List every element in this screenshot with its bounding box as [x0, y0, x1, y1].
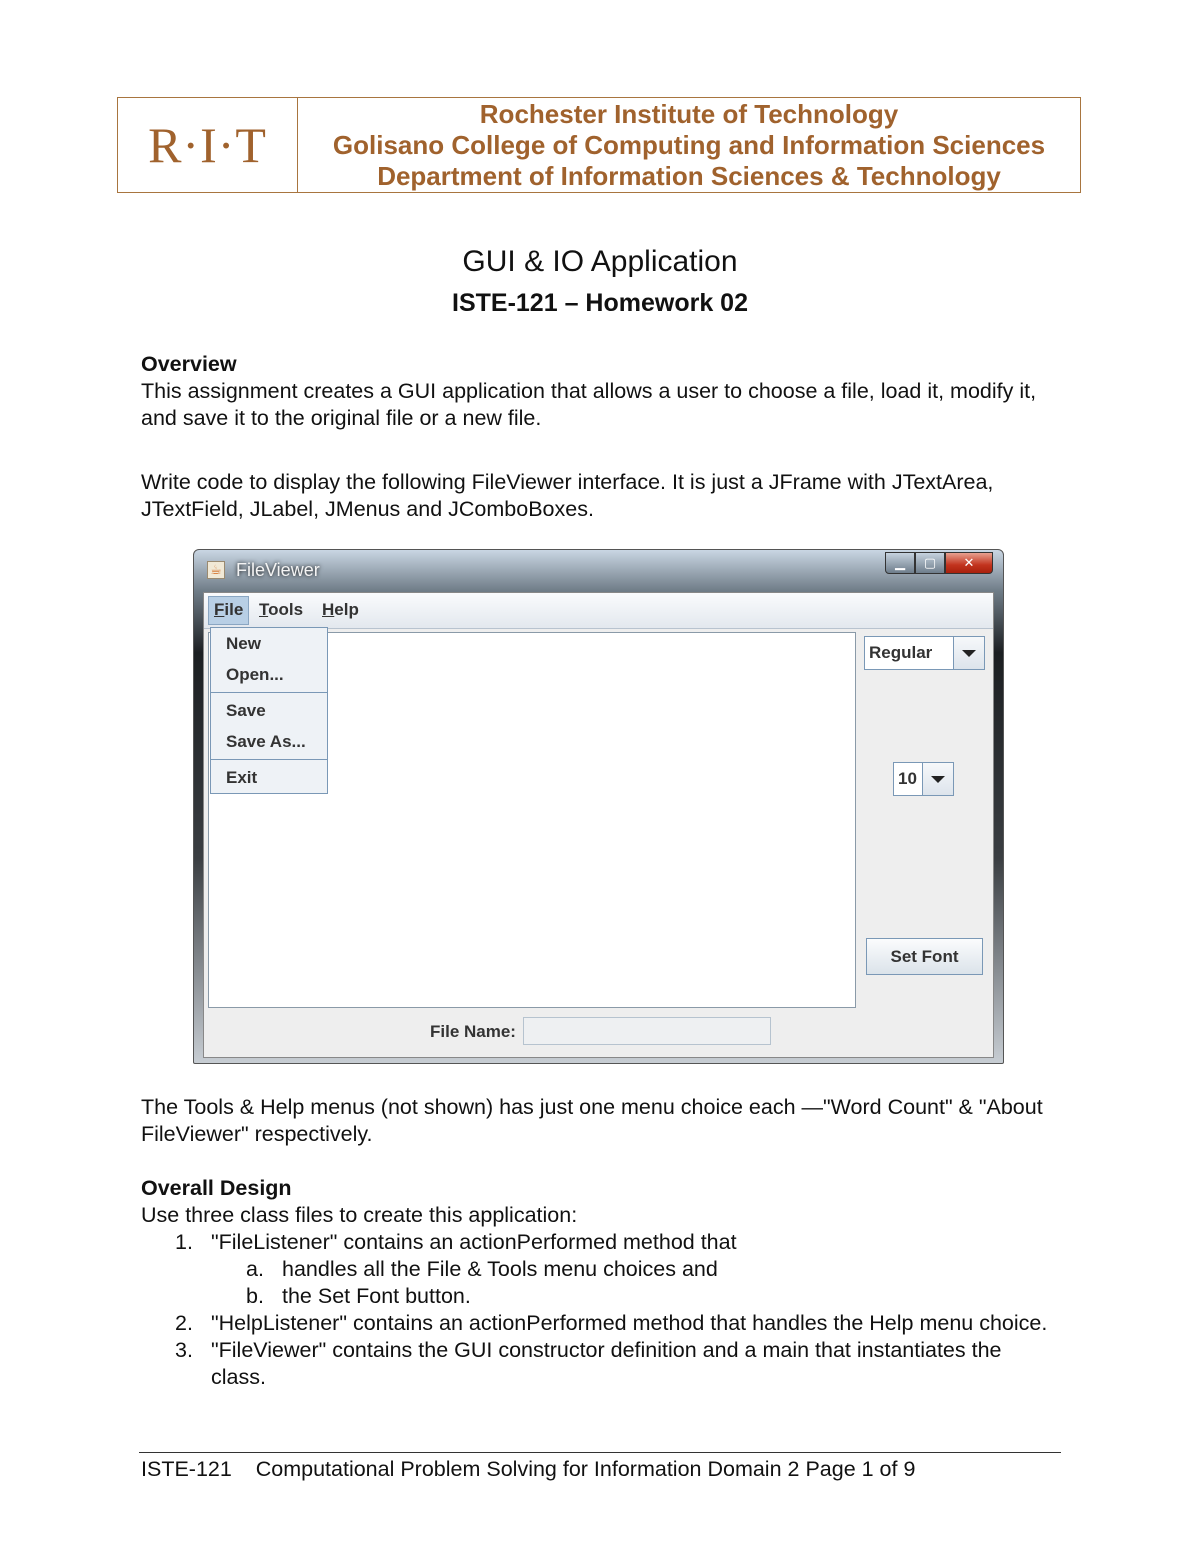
menu-item-exit[interactable]: Exit [226, 768, 258, 787]
header-box [117, 97, 1081, 193]
interface-paragraph: Write code to display the following FileViewer interface. It is just a JFrame with JTextArea, JTextField, JLabel, JMenus and JComboBoxes. [141, 470, 994, 521]
font-style-combo[interactable] [864, 636, 985, 670]
maximize-icon[interactable]: ▢ [915, 552, 945, 574]
list-item [141, 1310, 1061, 1337]
document-title: GUI & IO Application [462, 245, 738, 278]
menu-help[interactable] [317, 599, 364, 621]
list-item [141, 1337, 1061, 1391]
design-list [141, 1229, 1061, 1391]
chevron-down-icon[interactable] [922, 763, 953, 795]
page-footer [141, 1457, 915, 1482]
list-text: "FileListener" contains an actionPerformed method that [211, 1230, 737, 1254]
menus-note-paragraph: The Tools & Help menus (not shown) has just one menu choice each —"Word Count" & "About FileViewer" respectively. [141, 1095, 1043, 1146]
footer-rule [139, 1452, 1061, 1453]
font-style-value: Regular [869, 643, 933, 662]
file-name-label: File Name: [430, 1022, 516, 1041]
design-heading: Overall Design [141, 1176, 292, 1200]
list-number: 2. [175, 1311, 193, 1335]
list-text: "HelpListener" contains an actionPerformed method that handles the Help menu choice. [211, 1311, 1048, 1335]
design-intro: Use three class files to create this application: [141, 1203, 578, 1227]
menu-bar [204, 593, 993, 629]
close-icon[interactable]: ✕ [945, 552, 993, 574]
list-number: 3. [175, 1338, 193, 1362]
minimize-icon[interactable]: ▁ [885, 552, 915, 574]
list-text: the Set Font button. [282, 1284, 471, 1308]
menu-tools-rest: ools [268, 600, 304, 619]
window-client-area [203, 592, 994, 1058]
list-number: a. [246, 1257, 264, 1281]
document-subtitle: ISTE-121 – Homework 02 [452, 289, 748, 317]
overview-heading: Overview [141, 352, 237, 376]
list-item [141, 1229, 1061, 1256]
window-titlebar [194, 550, 1003, 590]
menu-separator [211, 692, 327, 693]
menu-file[interactable] [208, 596, 249, 625]
menu-tools[interactable] [254, 599, 308, 621]
rit-logo: R·I·T [118, 98, 298, 192]
menu-item-open[interactable]: Open... [226, 665, 284, 684]
design-section [141, 1175, 1071, 1229]
menu-file-rest: ile [224, 600, 244, 619]
overview-section [141, 351, 1071, 432]
file-menu-dropdown [210, 627, 328, 794]
institution-name: Rochester Institute of Technology [479, 98, 899, 129]
list-number: 1. [175, 1230, 193, 1254]
set-font-button[interactable]: Set Font [866, 938, 983, 975]
college-name: Golisano College of Computing and Information Sciences [332, 129, 1046, 160]
menu-item-save[interactable]: Save [226, 701, 266, 720]
file-name-field[interactable] [523, 1017, 771, 1045]
menu-file-mnemonic: F [214, 600, 225, 619]
footer-course: ISTE-121 [141, 1457, 232, 1481]
institution-title [298, 98, 1080, 192]
list-text: "FileViewer" contains the GUI constructor definition and a main that instantiates the class. [211, 1338, 1002, 1389]
font-size-combo[interactable] [893, 762, 954, 796]
menu-item-save-as[interactable]: Save As... [226, 732, 306, 751]
overview-paragraph: This assignment creates a GUI application that allows a user to choose a file, load it, modify it, and save it to the original file or a new file. [141, 379, 1037, 430]
list-text: handles all the File & Tools menu choices and [282, 1257, 718, 1281]
list-item [141, 1283, 1061, 1310]
fileviewer-window-figure [193, 549, 1004, 1064]
window-controls [885, 552, 993, 574]
menu-item-new[interactable]: New [226, 634, 261, 653]
window-title: FileViewer [236, 560, 320, 580]
font-size-value: 10 [898, 769, 917, 788]
menu-help-rest: elp [334, 600, 359, 619]
menu-help-mnemonic: H [322, 600, 335, 619]
menu-tools-mnemonic: T [259, 600, 269, 619]
list-item [141, 1256, 1061, 1283]
java-icon: ☕ [207, 561, 225, 579]
footer-title: Computational Problem Solving for Information Domain 2 Page 1 of 9 [255, 1457, 916, 1481]
menu-separator [211, 759, 327, 760]
chevron-down-icon[interactable] [953, 637, 984, 669]
list-number: b. [246, 1284, 264, 1308]
department-name: Department of Information Sciences & Technology [377, 160, 1001, 191]
